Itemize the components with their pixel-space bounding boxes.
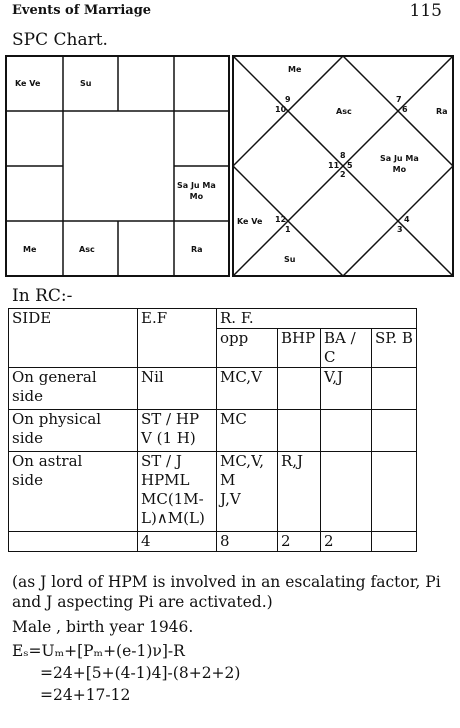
table-header-row [9, 309, 417, 329]
table-totals-row [9, 532, 417, 552]
cell-opp: MC,V [217, 368, 278, 410]
north-chart [232, 55, 454, 277]
north-bottom-planet: Su [284, 255, 296, 264]
cell-right-3: Sa Ju Ma Mo [177, 181, 216, 201]
header-side: SIDE [9, 309, 138, 368]
house-1: 1 [285, 225, 291, 234]
total-spb [372, 532, 417, 552]
house-7: 7 [396, 95, 402, 104]
cell-bac [321, 410, 372, 452]
house-5: 5 [347, 161, 353, 170]
cell-bac: V,J [321, 368, 372, 410]
header-rf: R. F. [217, 309, 417, 329]
house-11: 11 [328, 161, 340, 170]
total-bhp: 2 [278, 532, 321, 552]
house-6: 6 [402, 105, 408, 114]
table-row [9, 410, 417, 452]
cell-side: On astral side [9, 452, 138, 532]
house-4: 4 [404, 215, 410, 224]
cell-bottom-left: Me [23, 245, 37, 254]
cell-spb [372, 368, 417, 410]
house-3: 3 [397, 225, 403, 234]
formula-line-1: Eₛ=Uₘ+[Pₘ+(e-1)ν]-R [12, 642, 185, 660]
male-line: Male , birth year 1946. [12, 618, 194, 636]
rc-label: In RC:- [12, 286, 73, 306]
total-bac: 2 [321, 532, 372, 552]
total-ef: 4 [138, 532, 217, 552]
header-ef: E.F [138, 309, 217, 368]
north-left-planet: Ke Ve [237, 217, 263, 226]
formula-line-2: =24+[5+(4-1)4]-(8+2+2) [40, 664, 241, 682]
note-paragraph: (as J lord of HPM is involved in an escalating factor, Pi and J aspecting Pi are activated.) [12, 573, 441, 611]
subheader-bac: BA / C [321, 329, 372, 368]
cell-side: On general side [9, 368, 138, 410]
subheader-opp: opp [217, 329, 278, 368]
north-asc: Asc [336, 107, 352, 116]
north-top-planet: Me [288, 65, 302, 74]
house-9: 9 [285, 95, 291, 104]
cell-spb [372, 452, 417, 532]
table-row [9, 452, 417, 532]
section-title: SPC Chart. [12, 30, 108, 50]
cell-bac [321, 452, 372, 532]
cell-top-2: Su [80, 79, 92, 88]
house-8: 8 [340, 151, 346, 160]
cell-top-left: Ke Ve [15, 79, 41, 88]
rc-table [8, 308, 417, 552]
cell-bhp [278, 368, 321, 410]
page-number: 115 [409, 1, 442, 21]
cell-ef: ST / J HPML MC(1M- L)∧M(L) [138, 452, 217, 532]
cell-bottom-2: Asc [79, 245, 95, 254]
running-header: Events of Marriage [12, 3, 152, 18]
north-right-planet: Ra [436, 107, 448, 116]
cell-ef: ST / HP V (1 H) [138, 410, 217, 452]
cell-bottom-right: Ra [191, 245, 203, 254]
cell-opp: MC,V, M J,V [217, 452, 278, 532]
cell-ef: Nil [138, 368, 217, 410]
north-center-planets: Sa Ju Ma Mo [380, 154, 419, 174]
cell-bhp: R,J [278, 452, 321, 532]
south-chart [5, 55, 230, 277]
cell-opp: MC [217, 410, 278, 452]
house-10: 10 [275, 105, 287, 114]
cell-side: On physical side [9, 410, 138, 452]
cell-spb [372, 410, 417, 452]
subheader-spb: SP. B [372, 329, 417, 368]
cell-bhp [278, 410, 321, 452]
subheader-bhp: BHP [278, 329, 321, 368]
total-side [9, 532, 138, 552]
house-12: 12 [275, 215, 287, 224]
total-opp: 8 [217, 532, 278, 552]
house-2: 2 [340, 170, 346, 179]
table-row [9, 368, 417, 410]
formula-line-3: =24+17-12 [40, 686, 131, 704]
